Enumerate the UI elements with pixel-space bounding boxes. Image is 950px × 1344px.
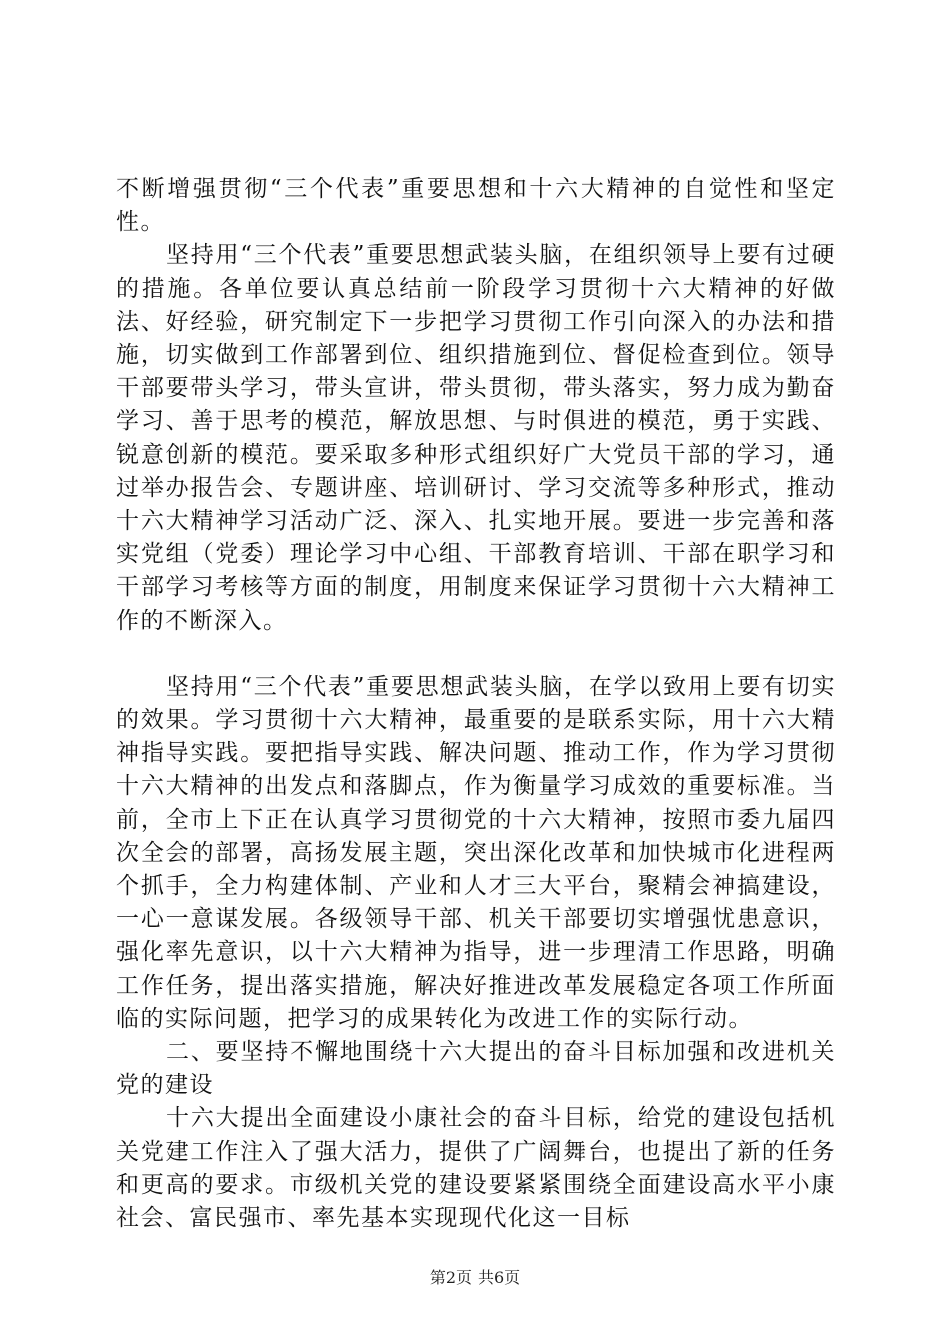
paragraph-continued: 不断增强贯彻“三个代表”重要思想和十六大精神的自觉性和坚定性。 xyxy=(116,176,836,236)
page-number: 第2页 xyxy=(429,1268,472,1287)
paragraph-application: 坚持用“三个代表”重要思想武装头脑，在学以致用上要有切实的效果。学习贯彻十六大精神，最重要的是联系实际，用十六大精神指导实践。要把指导实践、解决问题、推动工作，作为学习贯彻十六大精神的出发点和落脚点，作为衡量学习成效的重要标准。当前，全市上下正在认真学习贯彻党的十六大精神，按照市委九届四次全会的部署，高扬发展主题，突出深化改革和加快城市化进程两个抓手，全力构建体制、产业和人才三大平台，聚精会神搞建设，一心一意谋发展。各级领导干部、机关干部要切实增强忧患意识，强化率先意识，以十六大精神为指导，进一步理清工作思路，明确工作任务，提出落实措施，解决好推进改革发展稳定各项工作所面临的实际问题，把学习的成果转化为改进工作的实际行动。 xyxy=(116,673,836,1032)
document-body xyxy=(116,173,836,1235)
paragraph-goals: 十六大提出全面建设小康社会的奋斗目标，给党的建设包括机关党建工作注入了强大活力，提供了广阔舞台，也提出了新的任务和更高的要求。市级机关党的建设要紧紧围绕全面建设高水平小康社会、富民强市、率先基本实现现代化这一目标 xyxy=(116,1105,836,1232)
paragraph-spacer xyxy=(116,638,836,671)
page-total: 共6页 xyxy=(478,1268,521,1287)
section-heading: 二、要坚持不懈地围绕十六大提出的奋斗目标加强和改进机关党的建设 xyxy=(116,1039,836,1099)
paragraph-organization: 坚持用“三个代表”重要思想武装头脑，在组织领导上要有过硬的措施。各单位要认真总结前一阶段学习贯彻十六大精神的好做法、好经验，研究制定下一步把学习贯彻工作引向深入的办法和措施，切实做到工作部署到位、组织措施到位、督促检查到位。领导干部要带头学习，带头宣讲，带头贯彻，带头落实，努力成为勤奋学习、善于思考的模范，解放思想、与时俱进的模范，勇于实践、锐意创新的模范。要采取多种形式组织好广大党员干部的学习，通过举办报告会、专题讲座、培训研讨、学习交流等多种形式，推动十六大精神学习活动广泛、深入、扎实地开展。要进一步完善和落实党组（党委）理论学习中心组、干部教育培训、干部在职学习和干部学习考核等方面的制度，用制度来保证学习贯彻十六大精神工作的不断深入。 xyxy=(116,242,836,634)
page-footer xyxy=(0,1265,950,1288)
